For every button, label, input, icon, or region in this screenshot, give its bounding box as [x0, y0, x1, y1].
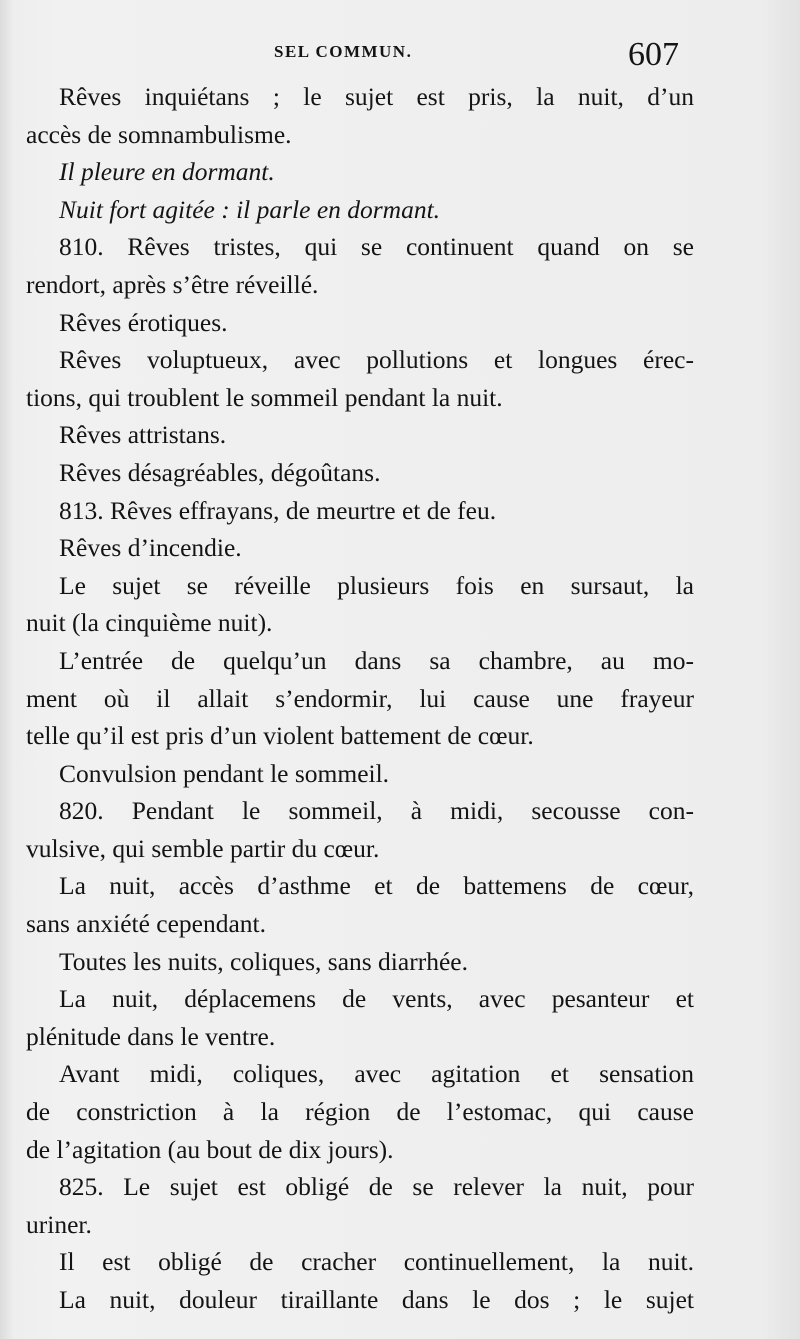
text-line: Nuit fort agitée : il parle en dormant.: [59, 194, 441, 224]
text-line: nuit (la cinquième nuit).: [26, 608, 273, 638]
page-header: [0, 36, 800, 76]
text-line: Rêves désagréables, dégoûtans.: [59, 457, 381, 487]
text-line: La nuit, douleur tiraillante dans le dos ; le sujet: [59, 1285, 694, 1314]
text-line: Rêves inquiétans ; le sujet est pris, la nuit, d’un: [59, 82, 694, 111]
text-line: de l’agitation (au bout de dix jours).: [26, 1134, 394, 1164]
text-line: rendort, après s’être réveillé.: [26, 269, 319, 299]
text-line: sans anxiété cependant.: [26, 909, 267, 939]
text-line: 825. Le sujet est obligé de se relever la nuit, pour: [59, 1172, 694, 1202]
text-line: Rêves attristans.: [59, 420, 227, 450]
text-line: Avant midi, coliques, avec agitation et sensation: [59, 1059, 694, 1089]
text-line: La nuit, déplacemens de vents, avec pesanteur et: [59, 984, 694, 1014]
text-line: 813. Rêves effrayans, de meurtre et de feu.: [59, 495, 497, 525]
body-text: [26, 78, 694, 1319]
text-line: ment où il allait s’endormir, lui cause une frayeur: [26, 683, 694, 713]
text-line: de constriction à la région de l’estomac, qui cause: [26, 1097, 694, 1127]
text-line: 810. Rêves tristes, qui se continuent quand on se: [59, 232, 694, 262]
text-line: 820. Pendant le sommeil, à midi, secousse con-: [59, 796, 694, 826]
text-line: accès de somnambulisme.: [26, 119, 292, 149]
text-line: vulsive, qui semble partir du cœur.: [26, 833, 380, 863]
text-line: uriner.: [26, 1209, 92, 1239]
text-line: plénitude dans le ventre.: [26, 1021, 276, 1051]
text-line: La nuit, accès d’asthme et de battemens de cœur,: [59, 871, 694, 901]
text-line: Il est obligé de cracher continuellement, la nuit.: [59, 1247, 694, 1277]
text-line: L’entrée de quelqu’un dans sa chambre, au mo-: [59, 645, 694, 675]
running-title: SEL COMMUN.: [274, 42, 413, 61]
text-line: Le sujet se réveille plusieurs fois en sursaut, la: [59, 570, 694, 600]
text-line: Toutes les nuits, coliques, sans diarrhée.: [59, 946, 468, 976]
text-line: Convulsion pendant le sommeil.: [59, 758, 390, 788]
text-line: Rêves voluptueux, avec pollutions et longues érec-: [59, 345, 694, 375]
page-number: 607: [628, 36, 679, 73]
text-line: tions, qui troublent le sommeil pendant la nuit.: [26, 382, 503, 412]
text-line: Rêves d’incendie.: [59, 533, 242, 563]
text-line: telle qu’il est pris d’un violent battement de cœur.: [26, 721, 534, 751]
text-line: Rêves érotiques.: [59, 307, 228, 337]
text-line: Il pleure en dormant.: [59, 157, 275, 187]
